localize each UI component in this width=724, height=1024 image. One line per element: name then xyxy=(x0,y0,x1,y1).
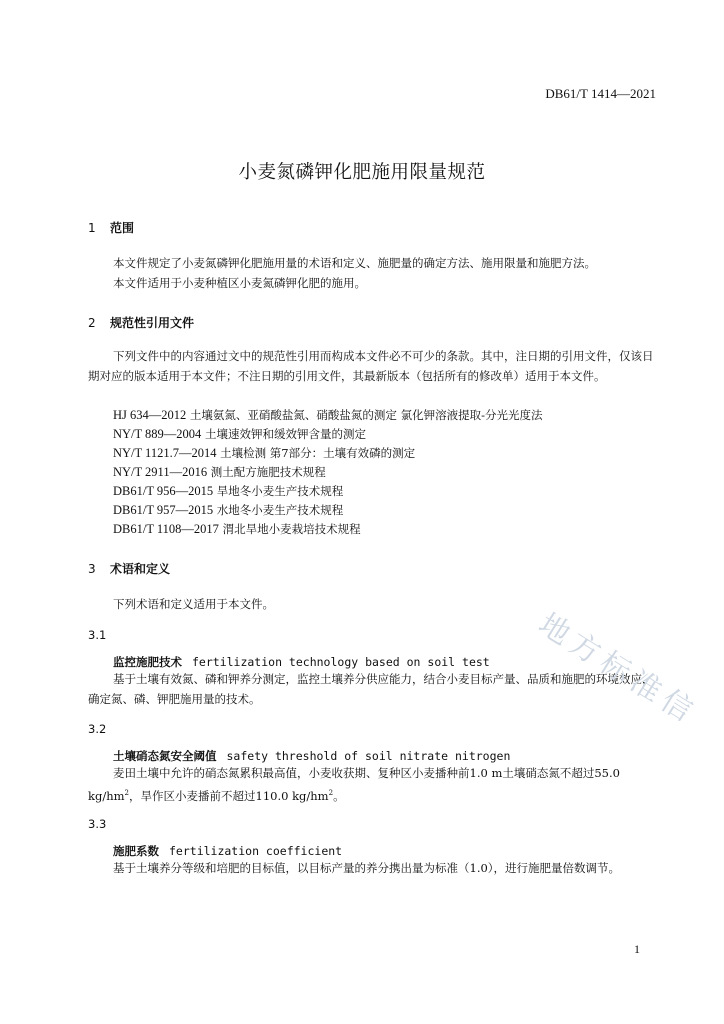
reference-item xyxy=(113,521,361,537)
reference-title: 测土配方施肥技术规程 xyxy=(210,465,326,479)
section-number: 2 xyxy=(88,316,96,330)
definition-text-b: ，旱作区小麦播前不超过110.0 kg/hm xyxy=(129,788,329,803)
reference-title: 水地冬小麦生产技术规程 xyxy=(216,503,344,517)
reference-item xyxy=(113,445,415,461)
section-title: 术语和定义 xyxy=(110,562,171,576)
reference-item xyxy=(113,464,326,480)
section-1-para-2: 本文件适用于小麦种植区小麦氮磷钾化肥的施用。 xyxy=(113,276,366,290)
definition-text-a: 麦田土壤中允许的硝态氮累积最高值，小麦收获期、复种区小麦播种前1.0 m土壤硝态氮不超过55.0 kg/hm xyxy=(88,766,620,803)
reference-code: HJ 634—2012 xyxy=(113,408,187,422)
section-1-heading xyxy=(88,219,134,236)
reference-code: DB61/T 1108—2017 xyxy=(113,522,219,536)
term-heading xyxy=(113,748,510,764)
document-title: 小麦氮磷钾化肥施用限量规范 xyxy=(238,162,486,183)
term-definition xyxy=(88,764,656,806)
reference-item xyxy=(113,483,343,499)
term-number: 3.2 xyxy=(88,722,107,736)
section-1-para-1: 本文件规定了小麦氮磷钾化肥施用量的术语和定义、施肥量的确定方法、施用限量和施肥方法。 xyxy=(113,256,596,270)
reference-title: 土壤检测 第7部分：土壤有效磷的测定 xyxy=(220,446,416,460)
reference-item xyxy=(113,426,366,442)
section-3-heading xyxy=(88,560,170,577)
section-2-heading xyxy=(88,314,194,331)
section-3-intro: 下列术语和定义适用于本文件。 xyxy=(113,597,274,611)
term-number: 3.1 xyxy=(88,628,107,642)
term-en: fertilization coefficient xyxy=(169,844,343,858)
page-number: 1 xyxy=(634,942,640,956)
section-title: 规范性引用文件 xyxy=(110,316,195,330)
reference-title: 土壤氨氮、亚硝酸盐氮、硝酸盐氮的测定 氯化钾溶液提取-分光光度法 xyxy=(189,408,543,422)
reference-title: 渭北旱地小麦栽培技术规程 xyxy=(222,522,361,536)
section-number: 3 xyxy=(88,562,96,576)
reference-code: DB61/T 957—2015 xyxy=(113,503,214,517)
section-number: 1 xyxy=(88,221,96,235)
section-title: 范围 xyxy=(110,221,135,235)
term-en: fertilization technology based on soil test xyxy=(192,655,490,669)
reference-item xyxy=(113,407,542,423)
reference-code: DB61/T 956—2015 xyxy=(113,484,214,498)
reference-code: NY/T 889—2004 xyxy=(113,427,202,441)
definition-text-c: 。 xyxy=(333,788,345,803)
reference-title: 旱地冬小麦生产技术规程 xyxy=(216,484,344,498)
reference-item xyxy=(113,502,343,518)
term-zh: 土壤硝态氮安全阈值 xyxy=(113,749,217,763)
superscript: 2 xyxy=(124,788,129,797)
term-heading xyxy=(113,843,342,859)
standard-code: DB61/T 1414—2021 xyxy=(545,86,656,101)
reference-code: NY/T 1121.7—2014 xyxy=(113,446,217,460)
term-zh: 施肥系数 xyxy=(113,844,159,858)
superscript: 2 xyxy=(328,788,334,797)
term-definition: 基于土壤养分等级和培肥的目标值，以目标产量的养分携出量为标准（1.0），进行施肥量倍数调节。 xyxy=(113,861,621,875)
term-en: safety threshold of soil nitrate nitrogen xyxy=(226,749,511,763)
term-number: 3.3 xyxy=(88,817,107,831)
term-definition: 基于土壤有效氮、磷和钾养分测定，监控土壤养分供应能力，结合小麦目标产量、品质和施肥的环境效应，确定氮、磷、钾肥施用量的技术。 xyxy=(88,672,654,706)
reference-title: 土壤速效钾和缓效钾含量的测定 xyxy=(204,427,366,441)
term-heading xyxy=(113,654,490,670)
term-zh: 监控施肥技术 xyxy=(113,655,182,669)
watermark: 地方标准信 xyxy=(532,606,704,732)
reference-code: NY/T 2911—2016 xyxy=(113,465,208,479)
section-2-intro: 下列文件中的内容通过文中的规范性引用而构成本文件必不可少的条款。其中，注日期的引用文件，仅该日期对应的版本适用于本文件；不注日期的引用文件，其最新版本（包括所有的修改单）适用于本文件。 xyxy=(88,349,654,383)
